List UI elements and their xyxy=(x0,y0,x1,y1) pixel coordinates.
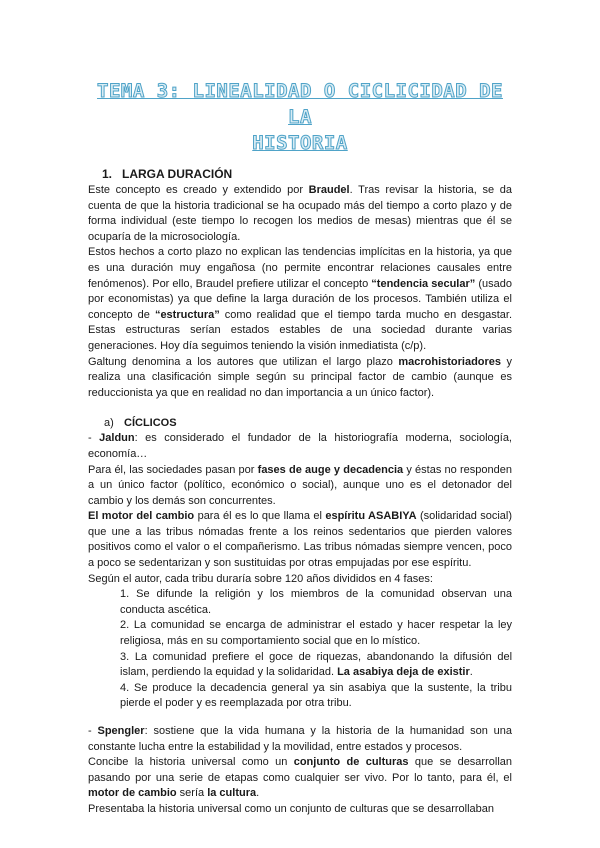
list-text: La comunidad prefiere el goce de riquezas, abandonando la difusión del islam, perdiendo la equidad y la solidaridad. xyxy=(120,650,513,679)
fases-list xyxy=(120,587,512,712)
section-title: LARGA DURACIÓN xyxy=(122,167,233,181)
list-item xyxy=(120,587,512,618)
bold-term: conjunto de culturas xyxy=(293,756,409,769)
text-run: y éstas no responden a un único factor (político, económico o social), aunque uno es el detonador del cambio y los demás son concurrentes. xyxy=(88,463,512,507)
text-run: - xyxy=(88,725,98,737)
text-run: (usado por economistas) ya que define la larga duración de los procesos. También utiliza el concepto de xyxy=(88,277,512,321)
bold-term: “tendencia secular” xyxy=(371,277,476,290)
paragraph-tendencia xyxy=(88,245,512,354)
paragraph-last: Presentaba la historia universal como un conjunto de culturas que se desarrollaban xyxy=(88,802,495,815)
bold-term: La asabiya deja de existir xyxy=(337,666,470,679)
document-title xyxy=(88,78,512,156)
paragraph-culturas xyxy=(88,755,512,802)
bold-term: “estructura” xyxy=(154,308,220,321)
text-run: . Tras revisar la historia, se da cuenta de que la historia tradicional se ha ocupado más del tiempo a corto plazo y de forma individual (este tiempo lo recogen los medios de mesas) mientras que él se ocuparía de la microsociología. xyxy=(88,184,512,243)
title-line-2: HISTORIA xyxy=(252,132,348,154)
text-run: (solidaridad social) que une a las tribus nómadas frente a los reinos sedentarios que pierden valores positivos como el valor o el compañerismo. Las tribus nómadas siempre vencen, poco a poco se sedentarizan y son sustituidas por otras empujadas por ese espíritu. xyxy=(88,510,512,570)
text-run: . xyxy=(469,666,473,679)
text-run: para él es lo que llama el xyxy=(194,510,326,523)
text-run: como realidad que el tiempo tarda mucho en desgastar. Estas estructuras serían estados estables de una sociedad durante varias generaciones. Hoy día seguimos teniendo la visión inmediatista (c/p). xyxy=(88,308,512,352)
list-text: Se produce la decadencia general ya sin asabiya que la sustente, la tribu pierde el poder y es reemplazada por otra tribu. xyxy=(120,681,512,710)
paragraph-braudel xyxy=(88,183,512,245)
text-run: y realiza una clasificación simple según su principal factor de cambio (aunque es reduccionista ya que en realidad no dan importancia a un único factor). xyxy=(88,355,513,399)
bold-term: espíritu ASABIYA xyxy=(325,510,417,523)
list-number: 3. xyxy=(120,650,130,663)
section-number: 1. xyxy=(102,167,113,181)
bold-term: El motor del cambio xyxy=(88,510,195,523)
bold-term: Jaldun xyxy=(99,432,135,445)
subsection-heading xyxy=(104,415,512,431)
list-text: Se difunde la religión y los miembros de la comunidad observan una conducta ascética. xyxy=(120,588,512,616)
bold-term: la cultura xyxy=(207,787,257,800)
bold-term: macrohistoriadores xyxy=(398,355,502,368)
spacer xyxy=(88,712,512,724)
document-body xyxy=(88,166,512,818)
text-run: sería xyxy=(176,787,208,800)
paragraph-jaldun xyxy=(88,431,512,462)
list-number: 2. xyxy=(120,619,130,632)
list-item xyxy=(120,681,512,712)
paragraph-spengler xyxy=(88,724,512,755)
text-run: . xyxy=(256,787,260,800)
text-run: Concibe la historia universal como un xyxy=(88,756,294,769)
paragraph-galtung xyxy=(88,355,512,402)
section-heading xyxy=(102,166,512,182)
text-run: Galtung denomina a los autores que utilizan el largo plazo xyxy=(88,355,399,368)
paragraph-intro-fases: Según el autor, cada tribu duraría sobre 120 años divididos en 4 fases: xyxy=(88,572,433,585)
list-item xyxy=(120,650,512,681)
text-run: que se desarrollan pasando por una serie de etapas como cualquier ser vivo. Por lo tanto, para él, el xyxy=(88,756,512,784)
subsection-title: CÍCLICOS xyxy=(124,417,177,430)
paragraph-asabiya xyxy=(88,509,512,571)
list-number: 4. xyxy=(120,681,130,694)
bold-term: Braudel xyxy=(308,184,350,196)
text-run: Para él, las sociedades pasan por xyxy=(88,463,258,476)
text-run: : sostiene que la vida humana y la historia de la humanidad son una constante lucha entre la estabilidad y la movilidad, entre estados y procesos. xyxy=(88,725,512,753)
bold-term: motor de cambio xyxy=(88,787,177,800)
paragraph-fases xyxy=(88,463,512,510)
list-item xyxy=(120,618,512,649)
bold-term: fases de auge y decadencia xyxy=(257,463,404,476)
text-run: Estos hechos a corto plazo no explican las tendencias implícitas en la historia, ya que es una duración muy engañosa (no permite encontrar relaciones causales entre fenómenos). Por ello, Braudel prefiere utilizar el concepto xyxy=(88,246,512,290)
text-run: - xyxy=(88,432,100,445)
list-number: 1. xyxy=(120,588,130,601)
subsection-letter: a) xyxy=(104,417,114,430)
title-line-1: TEMA 3: LINEALIDAD O CICLICIDAD DE LA xyxy=(97,80,503,128)
text-run: : es considerado el fundador de la historiografía moderna, sociología, economía… xyxy=(88,432,512,460)
text-run: Este concepto es creado y extendido por xyxy=(88,184,309,196)
bold-term: Spengler xyxy=(97,725,145,737)
list-text: La comunidad se encarga de administrar el estado y hacer respetar la ley religiosa, más en su comportamiento social que en lo místico. xyxy=(120,619,513,648)
